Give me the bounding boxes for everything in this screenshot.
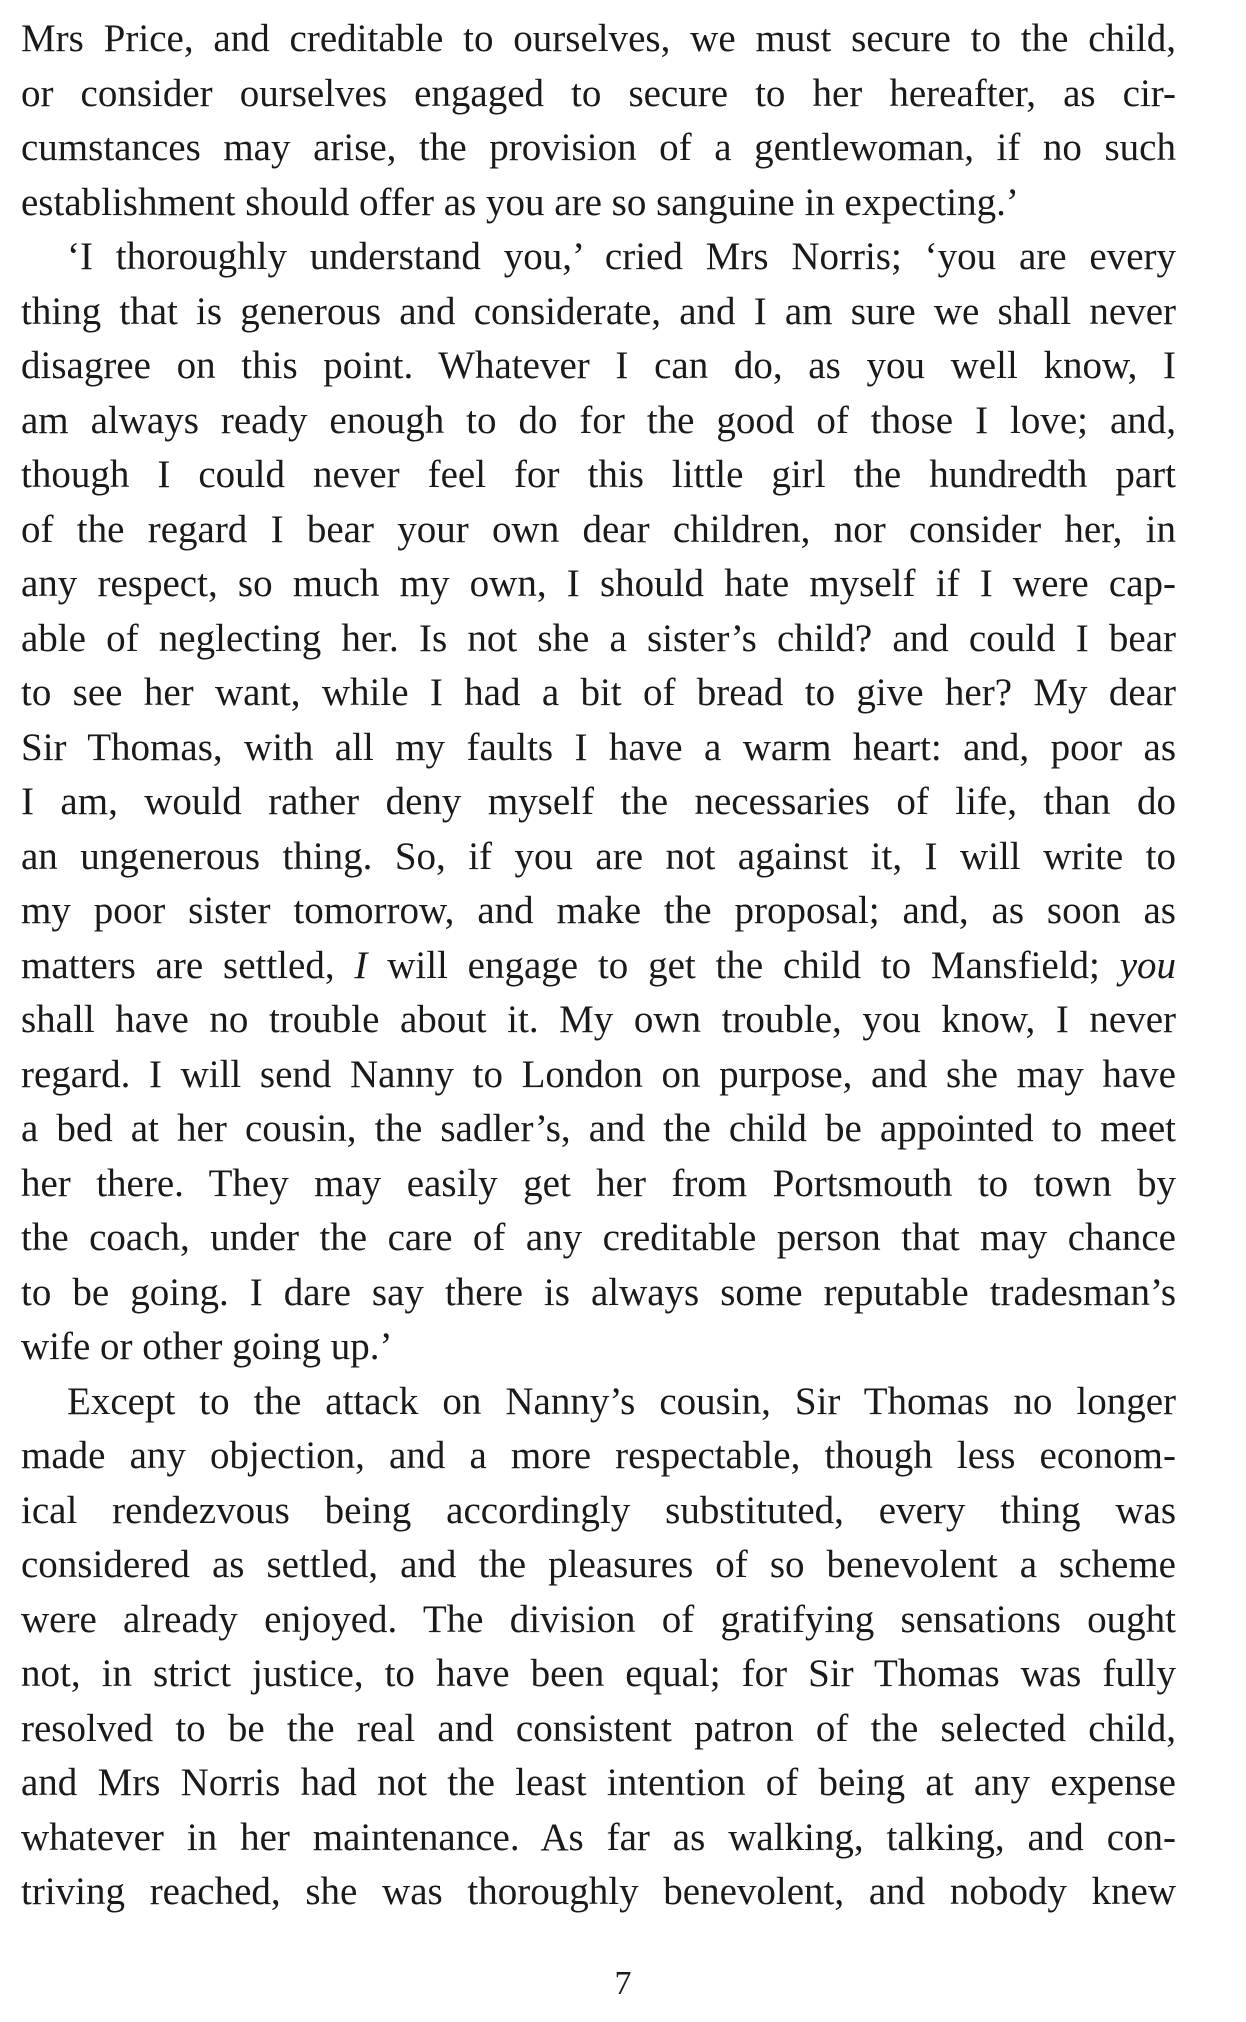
text-line: triving reached, she was thoroughly benevolent, and nobody knew <box>21 1870 1176 1913</box>
text-line: of the regard I bear your own dear children, nor consider her, in <box>21 507 1176 551</box>
text-line: ‘I thoroughly understand you,’ cried Mrs Norris; ‘you are every <box>67 235 1176 278</box>
text-line: to see her want, while I had a bit of bread to give her? My dear <box>21 671 1176 714</box>
text-line: Mrs Price, and creditable to ourselves, we must secure to the child, <box>21 17 1176 60</box>
text-line: the coach, under the care of any creditable person that may chance <box>21 1216 1176 1259</box>
text-line: or consider ourselves engaged to secure to her hereafter, as cir- <box>21 71 1176 115</box>
text-line <box>21 939 1176 994</box>
text-line: regard. I will send Nanny to London on purpose, and she may have <box>21 1052 1176 1096</box>
text-segment: will engage to get the child to Mansfield; <box>367 943 1120 987</box>
text-line: whatever in her maintenance. As far as walking, talking, and con- <box>21 1815 1176 1859</box>
text-line: and Mrs Norris had not the least intention of being at any expense <box>21 1761 1176 1804</box>
body-text <box>21 12 1176 1920</box>
text-line: able of neglecting her. Is not she a sister’s child? and could I bear <box>21 616 1176 660</box>
text-line: to be going. I dare say there is always some reputable tradesman’s <box>21 1270 1176 1314</box>
text-line: shall have no trouble about it. My own trouble, you know, I never <box>21 998 1176 1041</box>
text-segment: matters are settled, <box>21 943 355 987</box>
text-line: considered as settled, and the pleasures of so benevolent a scheme <box>21 1543 1176 1586</box>
text-line: her there. They may easily get her from Portsmouth to town by <box>21 1161 1176 1205</box>
text-line: establishment should offer as you are so sanguine in expecting.’ <box>21 180 1019 224</box>
text-line: disagree on this point. Whatever I can do, as you well know, I <box>21 344 1176 387</box>
text-line: Except to the attack on Nanny’s cousin, Sir Thomas no longer <box>67 1379 1176 1423</box>
text-line: not, in strict justice, to have been equal; for Sir Thomas was fully <box>21 1652 1176 1695</box>
text-line: any respect, so much my own, I should hate myself if I were cap- <box>21 562 1176 605</box>
text-line: thing that is generous and considerate, and I am sure we shall never <box>21 289 1176 333</box>
page-number: 7 <box>614 1965 632 2002</box>
italic-text: I <box>354 943 368 987</box>
text-line: made any objection, and a more respectable, though less econom- <box>21 1434 1176 1477</box>
text-line: an ungenerous thing. So, if you are not against it, I will write to <box>21 834 1176 878</box>
text-line: wife or other going up.’ <box>21 1325 393 1368</box>
text-line: though I could never feel for this little girl the hundredth part <box>21 453 1176 496</box>
text-line: cumstances may arise, the provision of a gentlewoman, if no such <box>21 126 1176 169</box>
text-line: resolved to be the real and consistent patron of the selected child, <box>21 1706 1176 1750</box>
text-line: ical rendezvous being accordingly substituted, every thing was <box>21 1488 1176 1532</box>
text-line: were already enjoyed. The division of gratifying sensations ought <box>21 1597 1176 1641</box>
text-line: am always ready enough to do for the good of those I love; and, <box>21 398 1176 442</box>
text-line: Sir Thomas, with all my faults I have a warm heart: and, poor as <box>21 725 1176 769</box>
text-line: a bed at her cousin, the sadler’s, and the child be appointed to meet <box>21 1107 1176 1150</box>
italic-text: you <box>1119 943 1177 987</box>
text-line: my poor sister tomorrow, and make the proposal; and, as soon as <box>21 889 1176 932</box>
text-line: I am, would rather deny myself the necessaries of life, than do <box>21 780 1176 823</box>
